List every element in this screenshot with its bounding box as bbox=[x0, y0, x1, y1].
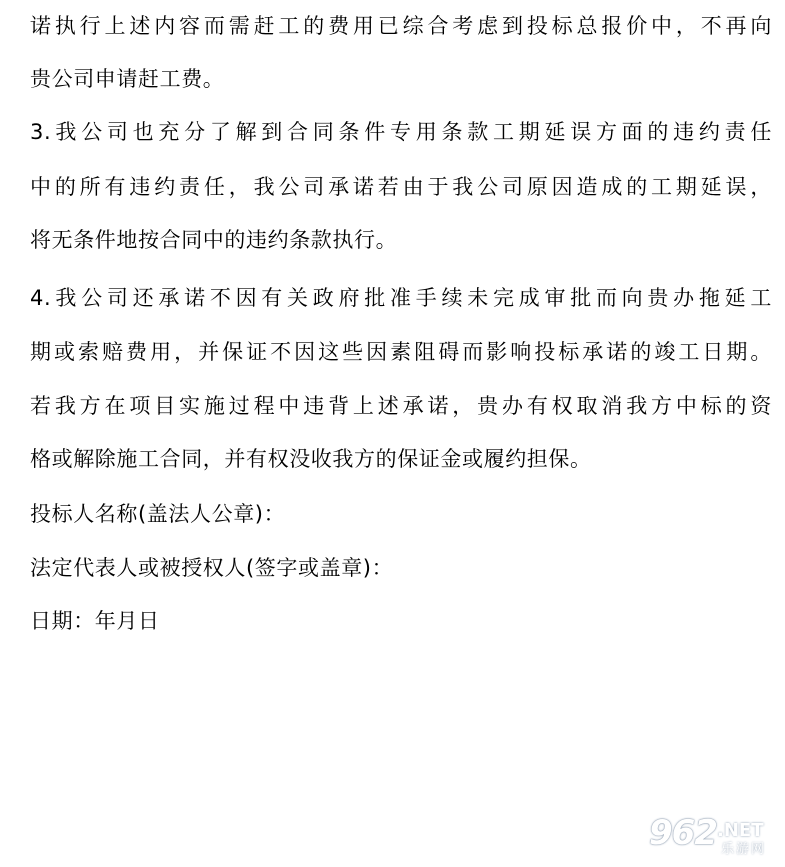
bidder-name-label: 投标人名称(盖法人公章)： bbox=[30, 502, 286, 526]
site-watermark-logo bbox=[645, 815, 777, 861]
watermark-domain: .NET bbox=[717, 820, 764, 841]
text-line: 4.我公司还承诺不因有关政府批准手续未完成审批而向贵办拖延工 bbox=[30, 286, 772, 310]
text-line: 3.我公司也充分了解到合同条件专用条款工期延误方面的违约责任 bbox=[30, 120, 772, 144]
legal-representative-label: 法定代表人或被授权人(签字或盖章)： bbox=[30, 556, 394, 580]
text-line: 若我方在项目实施过程中违背上述承诺，贵办有权取消我方中标的资 bbox=[30, 394, 772, 418]
text-line: 贵公司申请赶工费。 bbox=[30, 67, 225, 91]
watermark-number: 962 bbox=[649, 813, 717, 853]
text-line: 中的所有违约责任，我公司承诺若由于我公司原因造成的工期延误， bbox=[30, 175, 772, 199]
text-line: 期或索赔费用，并保证不因这些因素阻碍而影响投标承诺的竣工日期。 bbox=[30, 340, 772, 364]
watermark-site-name: 乐游网 bbox=[721, 842, 767, 857]
text-line: 诺执行上述内容而需赶工的费用已综合考虑到投标总报价中，不再向 bbox=[30, 14, 772, 38]
date-label: 日期：年月日 bbox=[30, 609, 160, 633]
text-line: 将无条件地按合同中的违约条款执行。 bbox=[30, 228, 398, 252]
text-line: 格或解除施工合同，并有权没收我方的保证金或履约担保。 bbox=[30, 447, 592, 471]
